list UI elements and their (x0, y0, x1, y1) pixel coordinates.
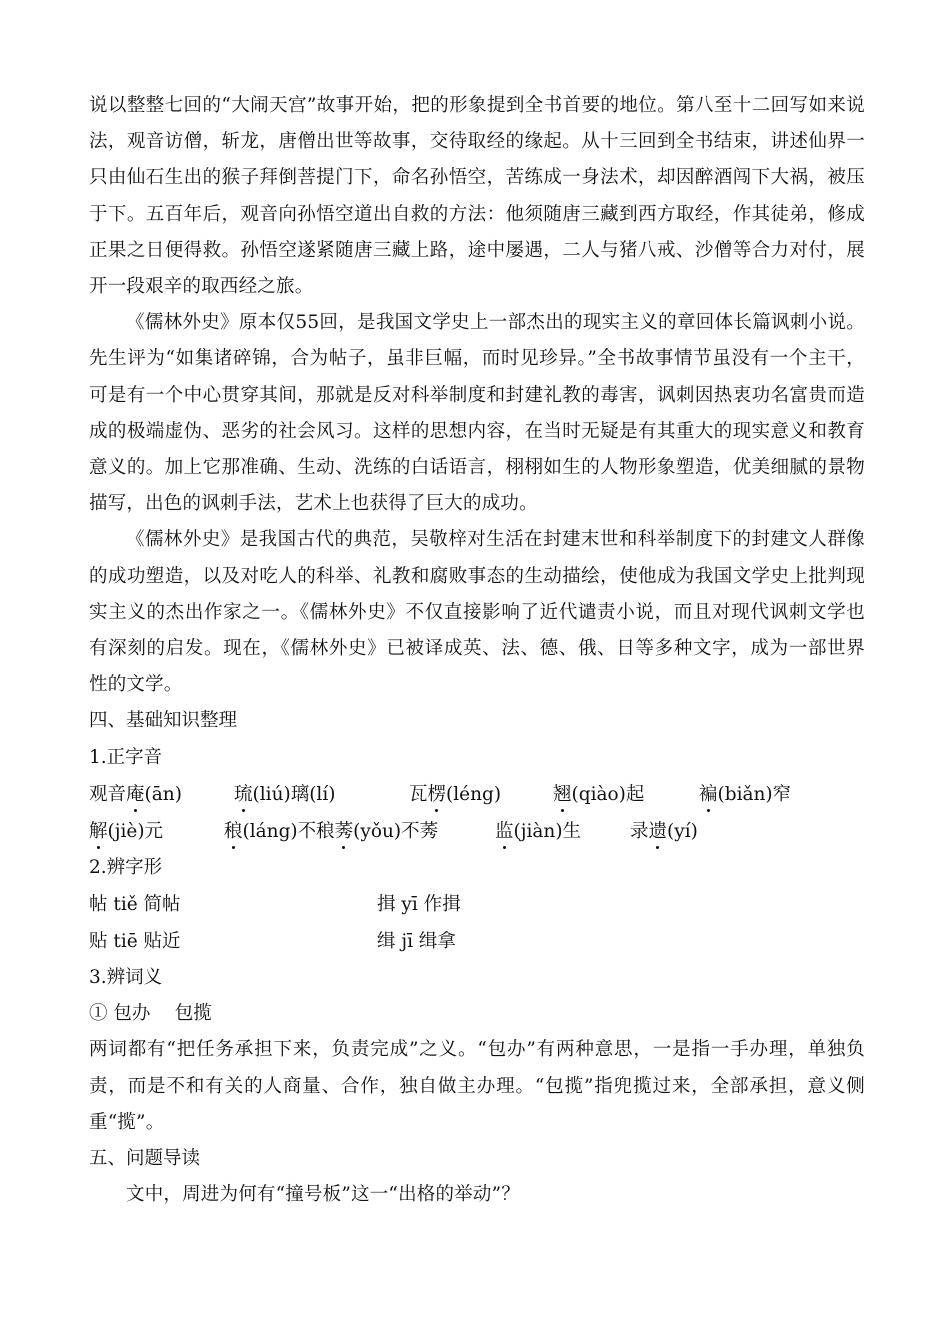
pron-item: 瓦楞(léng) (409, 776, 501, 813)
pron-item: 解(jiè)元 (89, 813, 163, 850)
shape-item: 帖 tiě 简帖 (89, 894, 181, 916)
pron-item: 翘(qiào)起 (553, 776, 644, 813)
guiding-question: 文中，周进为何有“撞号板”这一“出格的举动”？ (126, 1184, 520, 1206)
word-pair: ① 包办 包揽 (89, 1003, 212, 1025)
pron-item: 录遗(yí) (630, 813, 698, 850)
pron-item: 琉(liú)璃(lí) (234, 776, 335, 813)
pron-item: 监(jiàn)生 (495, 813, 581, 850)
pronunciation-row-2 (89, 813, 865, 850)
section-four-heading: 四、基础知识整理 (89, 710, 238, 732)
paragraph-rulin-influence: 《儒林外史》是我国古代的典范，吴敬梓对生活在封建末世和科举制度下的封建文人群像的成功塑造，以及对吃人的科举、礼教和腐败事态的生动描绘，使他成为我国文学史上批判现实主义的杰出作家之一。《儒林外史》不仅直接影响了近代谴责小说，而且对现代讽刺文学也有深刻的启发。现在，《儒林外史》已被译成英、法、德、俄、日等多种文字，成为一部世界性的文学。 (89, 529, 865, 696)
pron-item: 稂(láng)不稂莠(yǒu)不莠 (224, 813, 438, 850)
pron-item: 褊(biǎn)窄 (699, 776, 791, 813)
subheading-pronunciation: 1.正字音 (89, 746, 163, 768)
shape-item: 揖 yī 作揖 (377, 894, 461, 916)
shape-row-1 (89, 886, 865, 923)
paragraph-rulin-intro: 《儒林外史》原本仅55回，是我国文学史上一部杰出的现实主义的章回体长篇讽刺小说。先生评为“如集诸碎锦，合为帖子，虽非巨幅，而时见珍异。”全书故事情节虽没有一个主干，可是有一个中心贯穿其间，那就是反对科举制度和封建礼教的毒害，讽刺因热衷功名富贵而造成的极端虚伪、恶劣的社会风习。这样的思想内容，在当时无疑是有其重大的现实意义和教育意义的。加上它那准确、生动、洗练的白话语言，栩栩如生的人物形象塑造，优美细腻的景物描写，出色的讽刺手法，艺术上也获得了巨大的成功。 (89, 312, 865, 515)
shape-item: 贴 tiē 贴近 (89, 931, 181, 953)
subheading-character-shape: 2.辨字形 (89, 856, 163, 878)
shape-row-2 (89, 923, 865, 960)
shape-item: 缉 jī 缉拿 (377, 931, 456, 953)
pron-item: 观音庵(ān) (89, 776, 182, 813)
subheading-word-meaning: 3.辨词义 (89, 967, 163, 989)
section-five-heading: 五、问题导读 (89, 1148, 201, 1169)
pronunciation-row-1 (89, 776, 865, 813)
word-meaning-explanation: 两词都有“把任务承担下来，负责完成”之义。“包办”有两种意思，一是指一手办理，单独负责，而是不和有关的人商量、合作，独自做主办理。“包揽”指兜揽过来，全部承担，意义侧重“揽”。 (89, 1039, 865, 1133)
paragraph-xiyouji: 说以整整七回的“大闹天宫”故事开始，把的形象提到全书首要的地位。第八至十二回写如来说法，观音访僧，斩龙，唐僧出世等故事，交待取经的缘起。从十三回到全书结束，讲述仙界一只由仙石生出的猴子拜倒菩提门下，命名孙悟空，苦练成一身法术，却因醉酒闯下大祸，被压于下。五百年后，观音向孙悟空道出自救的方法：他须随唐三藏到西方取经，作其徒弟，修成正果之日便得救。孙悟空遂紧随唐三藏上路，途中屡遇，二人与猪八戒、沙僧等合力对付，展开一段艰辛的取西经之旅。 (89, 95, 865, 298)
document-body (89, 88, 865, 1213)
